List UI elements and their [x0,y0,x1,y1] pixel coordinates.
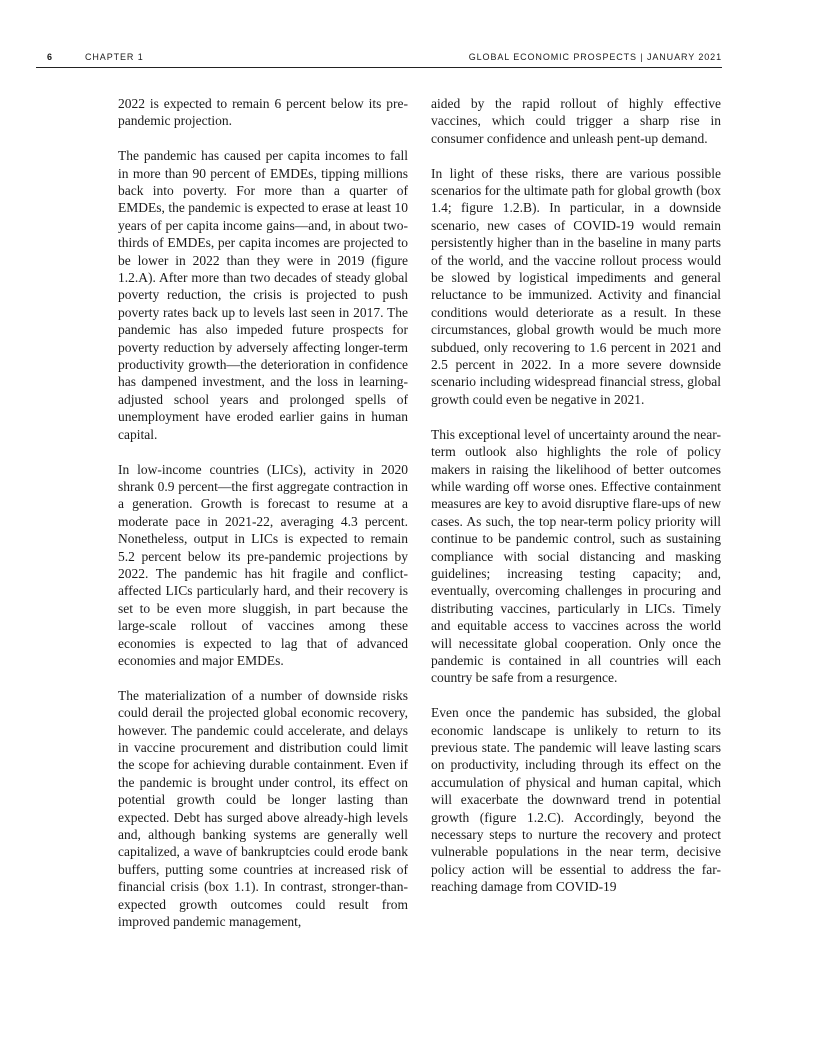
chapter-label: CHAPTER 1 [85,52,144,62]
header-rule [36,67,722,68]
running-title: GLOBAL ECONOMIC PROSPECTS | JANUARY 2021 [468,52,722,62]
paragraph: 2022 is expected to remain 6 percent below its pre-pandemic projection. [118,96,408,129]
paragraph: The pandemic has caused per capita incomes to fall in more than 90 percent of EMDEs, tipping millions back into poverty. For more than a quarter of EMDEs, the pandemic is expected to erase at least 10 years of per capita income gains—and, in about two-thirds of EMDEs, per capita incomes are projected to be lower in 2022 than they were in 2019 (figure 1.2.A). After more than two decades of steady global poverty reduction, the crisis is projected to push poverty rates back up to levels last seen in 2017. The pandemic has also impeded future prospects for poverty reduction by adversely affecting longer-term productivity growth—the deterioration in confidence has dampened investment, and the loss in learning-adjusted school years and prolonged spells of unemployment have eroded earlier gains in human capital. [118,148,408,442]
page-number: 6 [47,52,53,62]
paragraph: The materialization of a number of downside risks could derail the projected global economic recovery, however. The pandemic could accelerate, and delays in vaccine procurement and distribution could limit the scope for achieving durable containment. Even if the pandemic is brought under control, its effect on potential growth could be longer lasting than expected. Debt has surged above already-high levels and, although banking systems are generally well capitalized, a wave of bankruptcies could erode bank buffers, putting some countries at increased risk of financial crisis (box 1.1). In contrast, stronger-than-expected growth outcomes could result from improved pandemic management, [118,687,408,930]
paragraph: This exceptional level of uncertainty around the near-term outlook also highlights the role of policy makers in raising the likelihood of better outcomes while warding off worse ones. Effective containment measures are key to avoid disruptive flare-ups of new cases. As such, the top near-term policy priority will continue to be pandemic control, such as sustaining compliance with social distancing and masking guidelines; increasing testing capacity; and, eventually, overcoming challenges in procuring and distributing vaccines, particularly in LICs. Timely and equitable access to vaccines across the world will necessitate global cooperation. Only once the pandemic is contained in all countries will each country be safe from a resurgence. [431,426,721,686]
page-header [36,52,722,68]
paragraph: In low-income countries (LICs), activity in 2020 shrank 0.9 percent—the first aggregate contraction in a generation. Growth is forecast to resume at a moderate pace in 2021-22, averaging 4.3 percent. Nonetheless, output in LICs is expected to remain 5.2 percent below its pre-pandemic projections by 2022. The pandemic has hit fragile and conflict-affected LICs particularly hard, and their recovery is set to be even more sluggish, in part because the large-scale rollout of vaccines among these economies is expected to lag that of advanced economies and major EMDEs. [118,461,408,668]
right-column [431,95,721,913]
paragraph: Even once the pandemic has subsided, the global economic landscape is unlikely to return to its previous state. The pandemic will leave lasting scars on productivity, including through its effect on the accumulation of physical and human capital, which will exacerbate the downward trend in potential growth (figure 1.2.C). Accordingly, beyond the necessary steps to nurture the recovery and protect vulnerable populations in the near term, decisive policy action will be essential to address the far-reaching damage from COVID-19 [431,705,721,895]
paragraph: aided by the rapid rollout of highly effective vaccines, which could trigger a sharp rise in consumer confidence and unleash pent-up demand. [431,96,721,146]
left-column [118,95,408,948]
paragraph: In light of these risks, there are various possible scenarios for the ultimate path for global growth (box 1.4; figure 1.2.B). In particular, in a downside scenario, new cases of COVID-19 would remain persistently higher than in the baseline in many parts of the world, and the vaccine rollout process would be slowed by logistical impediments and general reluctance to be immunized. Activity and financial conditions would deteriorate as a result. In these circumstances, global growth would be much more subdued, only recovering to 1.6 percent in 2021 and 2.5 percent in 2022. In a more severe downside scenario including widespread financial stress, global growth could even be negative in 2021. [431,165,721,407]
